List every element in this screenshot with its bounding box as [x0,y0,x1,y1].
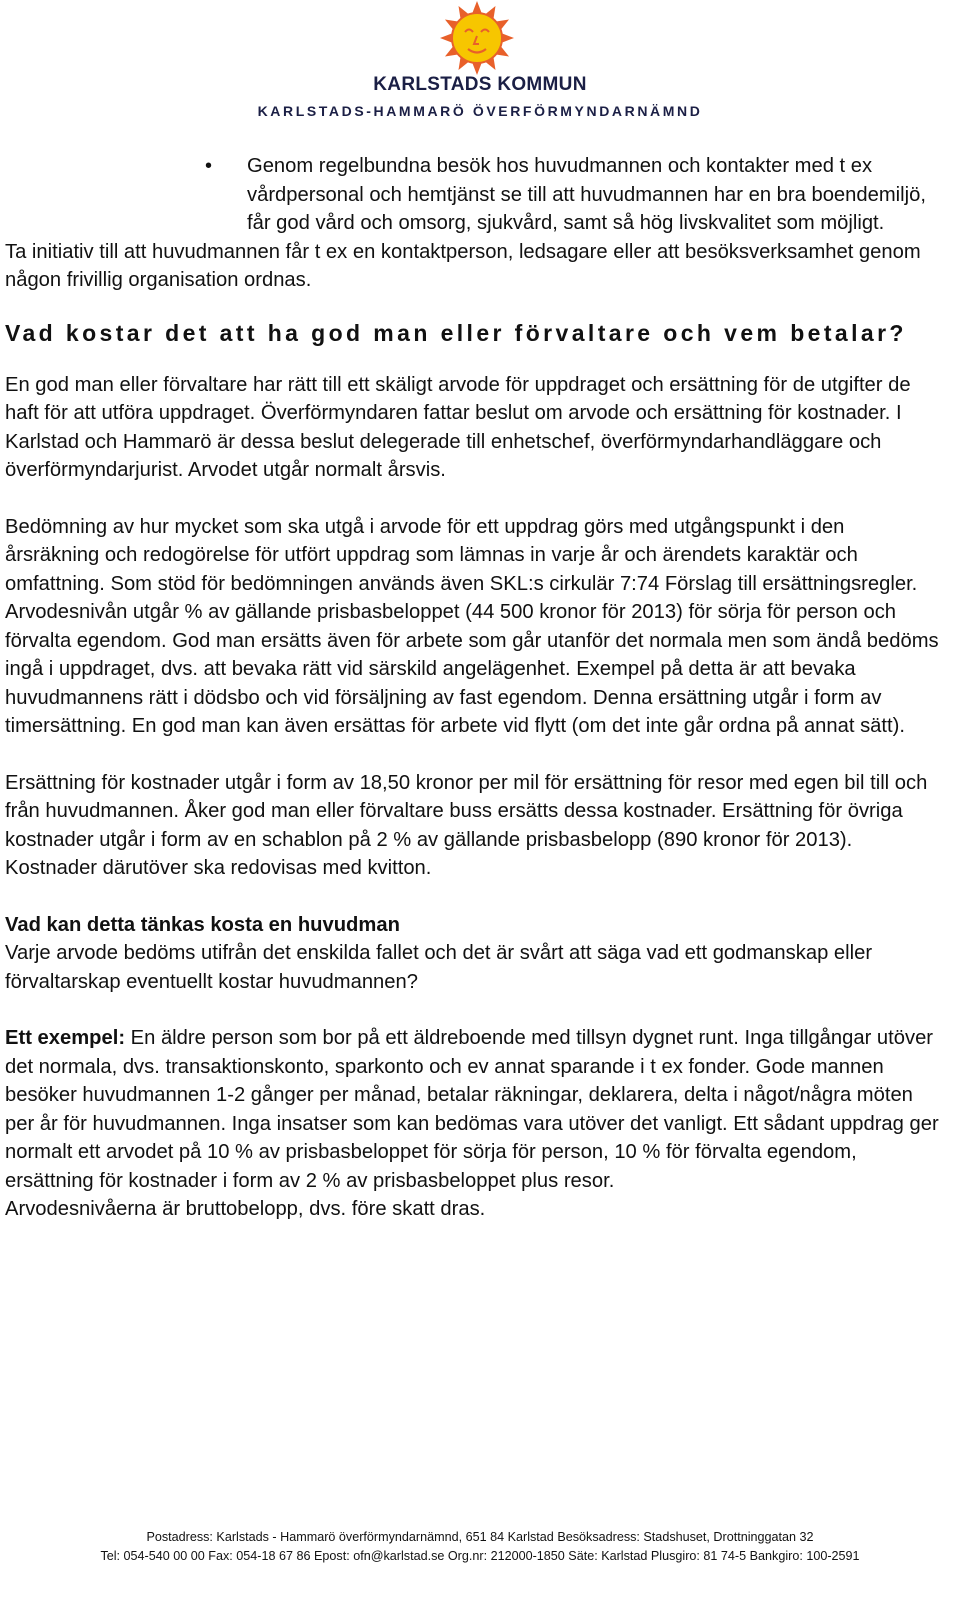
org-name: KARLSTADS KOMMUN [373,74,587,95]
heading-cost: Vad kostar det att ha god man eller förvaltare och vem betalar? [5,319,907,346]
sun-logo-icon [433,0,521,78]
footer-address: Postadress: Karlstads - Hammarö överförmyndarnämnd, 651 84 Karlstad Besöksadress: Stadshuset, Drottninggatan 32 [146,1530,814,1544]
paragraph-example-intro: Varje arvode bedöms utifrån det enskilda fallet och det är svårt att säga vad ett godmanskap eller förvaltarskap eventuellt kostar huvudmannen? [5,942,873,993]
bullet-icon: • [205,155,213,177]
bullet-text: Genom regelbundna besök hos huvudmannen och kontakter med t ex vårdpersonal och hemtjänst se till att huvudmannen har en bra boendemiljö, får god vård och omsorg, sjukvård, samt så hög livskvalitet som möjligt. [247,155,926,234]
paragraph-fee: En god man eller förvaltare har rätt till ett skäligt arvode för uppdraget och ersättning för de utgifter de haft för att utföra uppdraget. Överförmyndaren fattar beslut om arvode och ersättning för kostnader. I Karlstad och Hammarö är dessa beslut delegerade till enhetschef, överförmyndarhandläggare och överförmyndarjurist. Arvodet utgår normalt årsvis. [5,373,911,481]
paragraph-initiative: Ta initiativ till att huvudmannen får t ex en kontaktperson, ledsagare eller att besöksverksamhet genom någon frivillig organisation ordnas. [5,240,921,291]
document-body [5,152,940,1224]
page-header [0,0,960,130]
paragraph-costs: Ersättning för kostnader utgår i form av 18,50 kronor per mil för ersättning för resor med egen bil till och från huvudmannen. Åker god man eller förvaltare buss ersätts dessa kostnader. Ersättning för övriga kostnader utgår i form av en schablon på 2 % av gällande prisbasbelopp (890 kronor för 2013). Kostnader därutöver ska redovisas med kvitton. [5,771,928,879]
example-note: Arvodesnivåerna är bruttobelopp, dvs. före skatt dras. [5,1198,486,1220]
bullet-list-item [5,152,940,238]
unit-name: KARLSTADS-HAMMARÖ ÖVERFÖRMYNDARNÄMND [257,103,703,119]
paragraph-example [5,1024,940,1195]
footer-contact: Tel: 054-540 00 00 Fax: 054-18 67 86 Epost: ofn@karlstad.se Org.nr: 212000-1850 Säte: Karlstad Plusgiro: 81 74-5 Bankgiro: 100-2591 [100,1549,860,1563]
example-label: Ett exempel: [5,1027,126,1049]
paragraph-assessment: Bedömning av hur mycket som ska utgå i arvode för ett uppdrag görs med utgångspunkt i den årsräkning och redogörelse för utfört uppdrag som lämnas in varje år och ärendets karaktär och omfattning. Som stöd för bedömningen används även SKL:s cirkulär 7:74 Förslag till ersättningsregler. Arvodesnivån utgår % av gällande prisbasbeloppet (44 500 kronor för 2013) för sörja för person och förvalta egendom. God man ersätts även för arbete som går utanför det normala men som ändå bedöms ingå i uppdraget, dvs. att bevaka rätt vid särskild angelägenhet. Exempel på detta är att bevaka huvudmannens rätt i dödsbo och vid försäljning av fast egendom. Denna ersättning utgår i form av timersättning. En god man kan även ersättas för arbete vid flytt (om det inte går ordna på annat sätt). [5,515,939,737]
heading-example-cost: Vad kan detta tänkas kosta en huvudman [5,913,400,936]
example-text: En äldre person som bor på ett äldreboende med tillsyn dygnet runt. Inga tillgångar utöver det normala, dvs. transaktionskonto, sparkonto och ev annat sparande i t ex fonder. Gode mannen besöker huvudmannen 1-2 gånger per månad, betalar räkningar, deklarera, delta i något/några möten per år för huvudmannen. Inga insatser som kan bedömas vara utöver det vanligt. Ett sådant uppdrag ger normalt ett arvodet på 10 % av prisbasbeloppet för sörja för person, 10 % för förvalta egendom, ersättning för kostnader i form av 2 % av prisbasbeloppet plus resor. [5,1027,939,1192]
page-footer [0,1528,960,1566]
